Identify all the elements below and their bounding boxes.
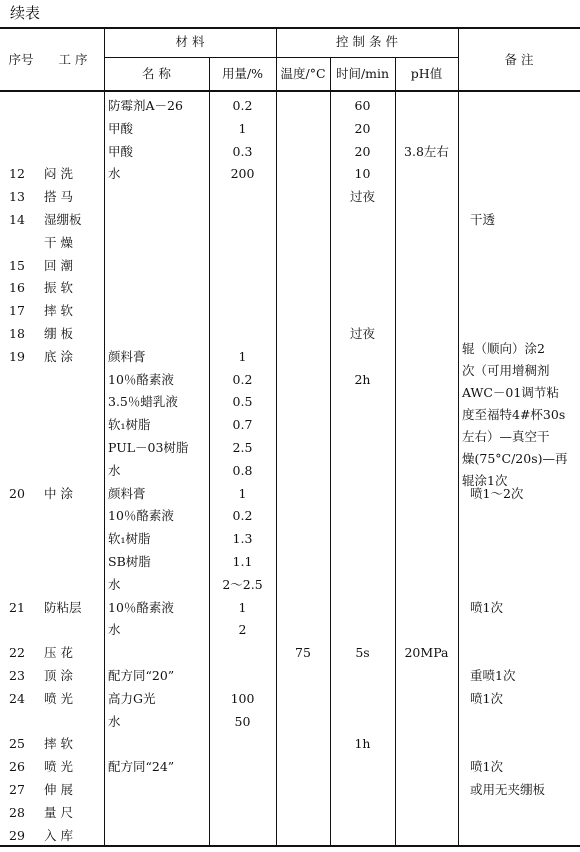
cell-amount: 0.8 bbox=[232, 462, 253, 478]
cell-amount: 0.2 bbox=[232, 371, 253, 387]
cell-seq: 28 bbox=[9, 804, 25, 820]
cell-process: 喷 光 bbox=[44, 759, 73, 775]
cell-process: 入 库 bbox=[44, 827, 73, 843]
col-rule bbox=[458, 28, 459, 846]
cell-amount: 0.2 bbox=[232, 508, 253, 524]
cell-process: 回 潮 bbox=[44, 257, 73, 273]
header-time: 时间/min bbox=[335, 66, 390, 81]
cell-amount: 1 bbox=[238, 485, 247, 501]
cell-material: 高力G光 bbox=[108, 690, 156, 706]
cell-ph: 20MPa bbox=[404, 645, 449, 661]
header-temp: 温度/°C bbox=[280, 66, 326, 81]
cell-seq: 18 bbox=[9, 326, 25, 341]
cell-seq: 17 bbox=[9, 303, 25, 319]
cell-amount: 200 bbox=[230, 166, 255, 182]
cell-amount: 2～2.5 bbox=[222, 576, 263, 592]
cell-seq: 26 bbox=[9, 759, 25, 775]
cell-seq: 12 bbox=[9, 166, 25, 182]
cell-remark: 喷1～2次 bbox=[470, 485, 524, 501]
cell-material: PUL－03树脂 bbox=[108, 440, 189, 455]
cell-process: 摔 软 bbox=[44, 303, 73, 319]
cell-material: 10％酪素液 bbox=[108, 599, 174, 615]
cell-seq: 15 bbox=[9, 257, 25, 273]
cell-amount: 0.3 bbox=[232, 143, 253, 159]
cell-seq: 13 bbox=[9, 189, 25, 205]
remark-line: 度至福特4#杯30s bbox=[462, 407, 566, 422]
cell-amount: 0.5 bbox=[232, 394, 253, 410]
cell-time: 20 bbox=[354, 143, 371, 159]
cell-amount: 0.7 bbox=[232, 417, 253, 433]
cell-process: 顶 涂 bbox=[44, 668, 73, 683]
cell-amount: 2 bbox=[238, 622, 247, 638]
cell-material: 水 bbox=[108, 462, 121, 478]
cell-amount: 1 bbox=[238, 120, 247, 136]
cell-process: 防粘层 bbox=[44, 599, 82, 615]
remark-line: AWC－01调节粘 bbox=[462, 385, 559, 400]
header-control: 控 制 条 件 bbox=[336, 34, 398, 49]
cell-process: 喷 光 bbox=[44, 690, 73, 706]
cell-amount: 0.2 bbox=[232, 98, 253, 113]
cell-material: 水 bbox=[108, 576, 121, 592]
cell-time: 过夜 bbox=[349, 326, 375, 341]
cell-time: 60 bbox=[354, 98, 371, 113]
remark-line: 次（可用增稠剂 bbox=[462, 363, 550, 378]
cell-process: 绷 板 bbox=[44, 326, 73, 341]
cell-process: 搭 马 bbox=[44, 189, 73, 205]
top-rule bbox=[0, 27, 580, 29]
cell-material: 软₁树脂 bbox=[108, 531, 151, 547]
header-seq: 序号 bbox=[8, 52, 34, 67]
header-material: 材 料 bbox=[175, 34, 205, 49]
cell-process: 摔 软 bbox=[44, 736, 73, 752]
cell-process: 振 软 bbox=[44, 280, 73, 296]
cell-amount: 1.3 bbox=[232, 531, 253, 547]
cell-remark: 喷1次 bbox=[470, 690, 503, 706]
remark-step-19 bbox=[462, 338, 576, 492]
col-rule bbox=[104, 28, 105, 846]
cell-process: 压 花 bbox=[44, 645, 73, 661]
cell-amount: 1.1 bbox=[232, 554, 253, 569]
cell-material: 水 bbox=[108, 166, 121, 182]
cell-material: 甲酸 bbox=[108, 120, 134, 136]
cell-material: 水 bbox=[108, 713, 121, 729]
cell-amount: 50 bbox=[234, 713, 251, 729]
cell-time: 1h bbox=[354, 736, 371, 752]
cell-material: 10％酪素液 bbox=[108, 508, 174, 524]
header-bottom-rule bbox=[0, 90, 580, 92]
cell-process: 闷 洗 bbox=[44, 166, 73, 182]
cell-remark: 喷1次 bbox=[470, 759, 503, 775]
header-amount: 用量/% bbox=[221, 66, 264, 81]
header-name: 名 称 bbox=[142, 66, 171, 81]
cell-process: 中 涂 bbox=[44, 485, 73, 501]
cell-amount: 1 bbox=[238, 599, 247, 615]
cell-time: 过夜 bbox=[349, 189, 375, 205]
cell-material: 10％酪素液 bbox=[108, 371, 174, 387]
cell-process: 干 燥 bbox=[44, 234, 73, 250]
cell-time: 20 bbox=[354, 120, 371, 136]
cell-material: 甲酸 bbox=[108, 143, 134, 159]
header-ph: pH值 bbox=[410, 66, 443, 81]
cell-material: 配方同“24” bbox=[108, 759, 175, 775]
table-caption: 续表 bbox=[10, 4, 41, 22]
cell-seq: 24 bbox=[9, 690, 25, 706]
cell-ph: 3.8左右 bbox=[404, 143, 449, 159]
cell-material: 配方同“20” bbox=[108, 668, 175, 683]
cell-material: 软₁树脂 bbox=[108, 417, 151, 433]
cell-remark: 或用无夹绷板 bbox=[470, 782, 546, 797]
cell-remark: 喷1次 bbox=[470, 599, 503, 615]
cell-seq: 22 bbox=[9, 645, 25, 661]
cell-remark: 重喷1次 bbox=[470, 668, 516, 683]
header-proc: 工 序 bbox=[58, 52, 88, 67]
remark-line: 辊涂1次 bbox=[462, 473, 508, 488]
bottom-rule bbox=[0, 845, 580, 847]
remark-line: 左右）—真空干 bbox=[462, 429, 550, 444]
header-remark: 备 注 bbox=[504, 52, 534, 67]
cell-seq: 29 bbox=[9, 827, 25, 843]
col-rule bbox=[395, 57, 396, 846]
cell-seq: 16 bbox=[9, 280, 25, 296]
cell-seq: 23 bbox=[9, 668, 25, 683]
cell-amount: 2.5 bbox=[232, 440, 253, 455]
header-mid-rule bbox=[104, 57, 458, 58]
cell-seq: 19 bbox=[9, 348, 25, 364]
cell-temp: 75 bbox=[295, 645, 311, 661]
cell-material: 颜料膏 bbox=[108, 485, 146, 501]
cell-material: 防霉剂A－26 bbox=[108, 98, 183, 113]
cell-seq: 14 bbox=[9, 212, 25, 227]
cell-time: 2h bbox=[354, 371, 371, 387]
cell-seq: 25 bbox=[9, 736, 25, 752]
remark-line: 燥(75°C/20s)—再 bbox=[462, 451, 568, 466]
cell-seq: 21 bbox=[9, 599, 25, 615]
cell-seq: 20 bbox=[9, 485, 25, 501]
cell-amount: 100 bbox=[230, 690, 255, 706]
cell-material: SB树脂 bbox=[108, 554, 151, 569]
cell-material: 颜料膏 bbox=[108, 348, 146, 364]
cell-time: 10 bbox=[354, 166, 371, 182]
cell-process: 底 涂 bbox=[44, 348, 73, 364]
cell-amount: 1 bbox=[238, 348, 247, 364]
cell-time: 5s bbox=[355, 645, 370, 661]
cell-seq: 27 bbox=[9, 782, 25, 797]
cell-material: 3.5％蜡乳液 bbox=[108, 394, 178, 410]
cell-process: 湿绷板 bbox=[44, 212, 82, 227]
cell-remark: 干透 bbox=[470, 212, 496, 227]
cell-process: 量 尺 bbox=[44, 804, 73, 820]
cell-material: 水 bbox=[108, 622, 121, 638]
cell-process: 伸 展 bbox=[44, 782, 73, 797]
remark-line: 辊（顺向）涂2 bbox=[462, 341, 545, 356]
col-rule bbox=[276, 28, 277, 846]
